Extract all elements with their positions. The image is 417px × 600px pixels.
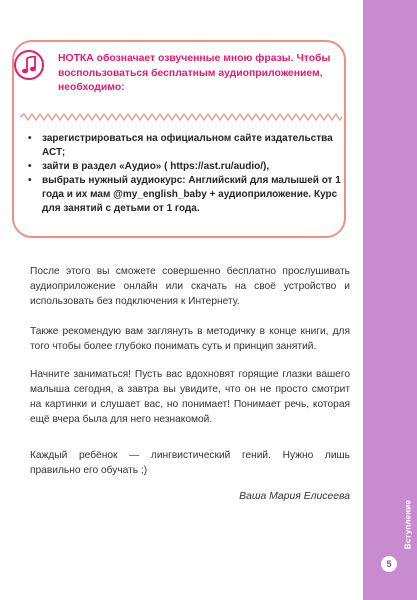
zigzag-divider xyxy=(20,113,342,121)
paragraph: Каждый ребёнок — лингвистический гений. Нужно лишь правильно его обучать ;) xyxy=(30,450,350,476)
box-header-text: НОТКА обозначает озвученные мною фразы. Чтобы воспользоваться бесплатным аудиоприложением, необходимо: xyxy=(58,53,331,94)
list-item: • выбрать нужный аудиокурс: Английский для малышей от 1 года и их мам @my_english_baby + аудиоприложение. Курс для занятий с детьми от 1 года. xyxy=(24,174,342,216)
page-number: 5 xyxy=(381,556,397,572)
audio-info-box xyxy=(12,40,346,238)
list-item: • зайти в раздел «Аудио» ( https://ast.ru/audio/), xyxy=(24,160,342,174)
list-item: • зарегистрироваться на официальном сайте издательства АСТ; xyxy=(24,132,342,160)
paragraph: Начните заниматься! Пусть вас вдохновят горящие глазки вашего малыша сегодня, а завтра вы увидите, что он не просто смотрит на картинки и слушает вас, но понимает! Понимает речь, которая ещё вчера была для него незнакомой. xyxy=(30,369,350,425)
section-label: Вступление xyxy=(403,500,412,550)
paragraph: После этого вы сможете совершенно бесплатно прослушивать аудиоприложение онлайн или скачать на своё устройство и использовать без подключения к Интернету. xyxy=(30,266,350,307)
author-signature: Ваша Мария Елисеева xyxy=(239,491,350,502)
music-note-icon xyxy=(14,50,44,80)
steps-list xyxy=(24,132,342,216)
paragraph: Также рекомендую вам заглянуть в методичку в конце книги, для того чтобы более глубоко понимать суть и принцип занятий. xyxy=(30,326,350,352)
